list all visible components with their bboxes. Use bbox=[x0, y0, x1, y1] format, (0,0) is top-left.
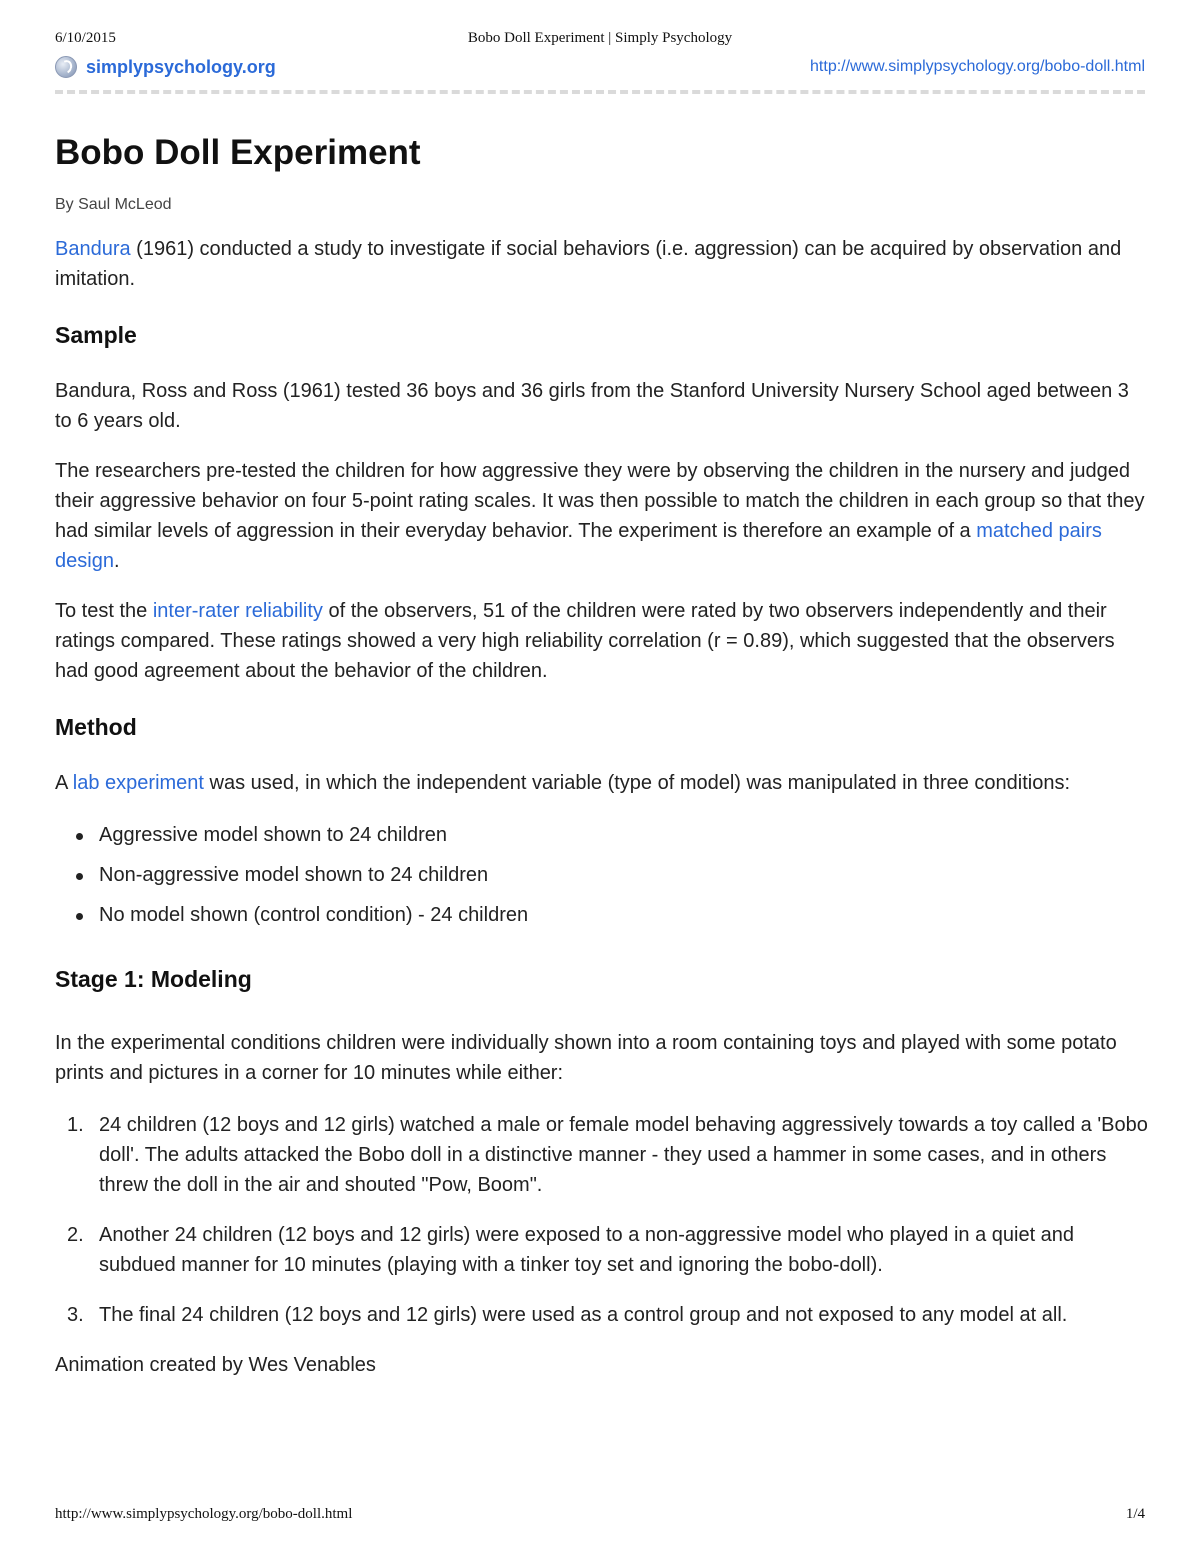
step-number: 1. bbox=[67, 1114, 84, 1136]
method-p1-rest: was used, in which the independent variable (type of model) was manipulated in three conditions: bbox=[203, 772, 1071, 794]
list-item: No model shown (control condition) - 24 children bbox=[55, 900, 1150, 930]
print-footer bbox=[55, 1506, 1145, 1526]
conditions-list bbox=[55, 820, 1150, 930]
site-bar bbox=[55, 56, 1145, 82]
method-heading: Method bbox=[55, 714, 137, 740]
header-divider bbox=[55, 90, 1145, 94]
method-p1-start: A bbox=[55, 772, 73, 794]
bandura-link[interactable]: Bandura bbox=[55, 238, 131, 260]
footer-url: http://www.simplypsychology.org/bobo-doll.html bbox=[55, 1506, 353, 1522]
article bbox=[55, 128, 1150, 1380]
sample-p3-rest: of the observers, 51 of the children were rated by two observers independently and their ratings compared. These ratings showed a very high reliability correlation (r = 0.89), which suggested that the observers had good agreement about the behavior of the children. bbox=[55, 600, 1115, 682]
article-title: Bobo Doll Experiment bbox=[55, 133, 421, 172]
step-text: Another 24 children (12 boys and 12 girls) were exposed to a non-aggressive model who played in a quiet and subdued manner for 10 minutes (playing with a tinker toy set and ignoring the bobo-doll). bbox=[99, 1224, 1075, 1276]
list-item: Non-aggressive model shown to 24 children bbox=[55, 860, 1150, 890]
intro-text: (1961) conducted a study to investigate if social behaviors (i.e. aggression) can be acquired by observation and imitation. bbox=[55, 238, 1122, 290]
stage1-steps bbox=[55, 1110, 1150, 1330]
site-logo[interactable] bbox=[55, 56, 276, 78]
print-header bbox=[55, 30, 1145, 50]
list-item bbox=[55, 1300, 1150, 1330]
print-date: 6/10/2015 bbox=[55, 30, 116, 46]
intro-paragraph bbox=[55, 234, 1150, 294]
article-byline: By Saul McLeod bbox=[55, 196, 172, 213]
sample-paragraph-1: Bandura, Ross and Ross (1961) tested 36 boys and 36 girls from the Stanford University Nursery School aged between 3 to 6 years old. bbox=[55, 380, 1129, 432]
list-item bbox=[55, 1110, 1150, 1200]
step-text: 24 children (12 boys and 12 girls) watched a male or female model behaving aggressively towards a toy called a 'Bobo doll'. The adults attacked the Bobo doll in a distinctive manner - they used a hammer in some cases, and in others threw the doll in the air and shouted "Pow, Boom". bbox=[99, 1114, 1148, 1196]
sample-p2-end: . bbox=[113, 550, 120, 572]
sample-p2-text: The researchers pre-tested the children for how aggressive they were by observing the children in the nursery and judged their aggressive behavior on four 5-point rating scales. It was then possible to match the children in each group so that they had similar levels of aggression in their everyday behavior. The experiment is therefore an example of a bbox=[55, 460, 1145, 542]
inter-rater-link[interactable]: inter-rater reliability bbox=[152, 600, 323, 622]
sample-p3-text: To test the bbox=[55, 600, 153, 622]
list-item: Aggressive model shown to 24 children bbox=[55, 820, 1150, 850]
sample-paragraph-2 bbox=[55, 456, 1150, 576]
animation-credit: Animation created by Wes Venables bbox=[55, 1354, 376, 1376]
step-text: The final 24 children (12 boys and 12 girls) were used as a control group and not exposed to any model at all. bbox=[99, 1304, 1068, 1326]
sample-heading: Sample bbox=[55, 322, 137, 348]
step-number: 2. bbox=[67, 1224, 84, 1246]
stage1-heading: Stage 1: Modeling bbox=[55, 966, 252, 992]
stage1-paragraph: In the experimental conditions children were individually shown into a room containing toys and played with some potato prints and pictures in a corner for 10 minutes while either: bbox=[55, 1032, 1117, 1084]
page-number: 1/4 bbox=[1125, 1506, 1145, 1522]
lab-experiment-link[interactable]: lab experiment bbox=[72, 772, 204, 794]
print-page-title: Bobo Doll Experiment | Simply Psychology bbox=[467, 30, 733, 46]
matched-pairs-link[interactable]: matched pairs design bbox=[55, 520, 1102, 572]
globe-icon bbox=[55, 56, 77, 78]
method-paragraph bbox=[55, 768, 1150, 798]
site-name: simplypsychology.org bbox=[86, 56, 276, 77]
sample-paragraph-3 bbox=[55, 596, 1150, 686]
list-item bbox=[55, 1220, 1150, 1280]
site-url-link[interactable]: http://www.simplypsychology.org/bobo-doll.html bbox=[810, 58, 1145, 75]
step-number: 3. bbox=[67, 1304, 84, 1326]
